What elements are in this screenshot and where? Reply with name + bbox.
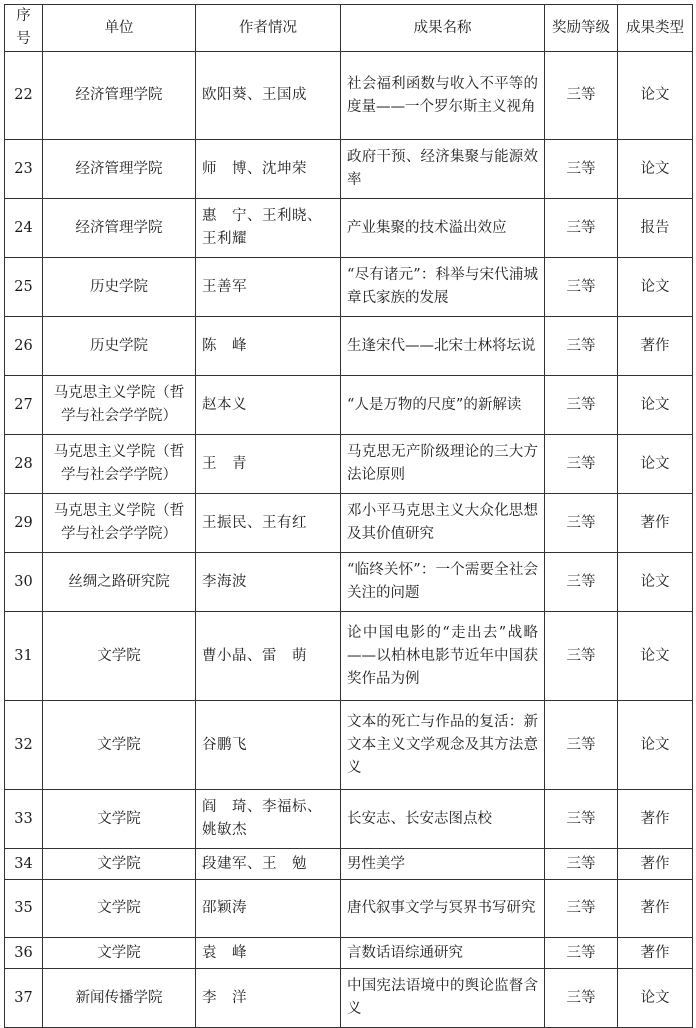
row-result-type: 报告 (618, 199, 693, 258)
row-award-grade: 三等 (545, 199, 618, 258)
row-award-grade: 三等 (545, 701, 618, 790)
row-result-type: 著作 (618, 790, 693, 849)
row-authors: 陈 峰 (196, 317, 341, 376)
row-title: 社会福利函数与收入不平等的度量——一个罗尔斯主义视角 (341, 52, 545, 140)
row-authors: 师 博、沈坤荣 (196, 140, 341, 199)
row-result-type: 著作 (618, 938, 693, 969)
row-authors: 欧阳葵、王国成 (196, 52, 341, 140)
row-serial-number: 34 (5, 849, 43, 880)
row-serial-number: 30 (5, 553, 43, 612)
row-authors: 赵本义 (196, 376, 341, 435)
row-unit: 历史学院 (43, 258, 196, 317)
row-award-grade: 三等 (545, 880, 618, 938)
header-authors: 作者情况 (196, 5, 341, 52)
row-title: 政府干预、经济集聚与能源效率 (341, 140, 545, 199)
row-authors: 阎 琦、李福标、姚敏杰 (196, 790, 341, 849)
row-result-type: 著作 (618, 849, 693, 880)
row-unit: 历史学院 (43, 317, 196, 376)
table-row (5, 140, 693, 199)
row-serial-number: 23 (5, 140, 43, 199)
row-title: 产业集聚的技术溢出效应 (341, 199, 545, 258)
row-unit: 马克思主义学院（哲学与社会学学院） (43, 435, 196, 494)
row-unit: 文学院 (43, 790, 196, 849)
row-award-grade: 三等 (545, 790, 618, 849)
row-serial-number: 26 (5, 317, 43, 376)
row-unit: 新闻传播学院 (43, 969, 196, 1028)
row-title: 文本的死亡与作品的复活：新文本主义文学观念及其方法意义 (341, 701, 545, 790)
row-authors: 袁 峰 (196, 938, 341, 969)
row-result-type: 论文 (618, 376, 693, 435)
row-unit: 文学院 (43, 612, 196, 701)
table-row (5, 258, 693, 317)
row-result-type: 论文 (618, 612, 693, 701)
row-unit: 文学院 (43, 849, 196, 880)
row-unit: 经济管理学院 (43, 52, 196, 140)
row-unit: 马克思主义学院（哲学与社会学学院） (43, 494, 196, 553)
row-result-type: 论文 (618, 258, 693, 317)
row-award-grade: 三等 (545, 849, 618, 880)
header-serial-number: 序号 (5, 5, 43, 52)
row-result-type: 论文 (618, 435, 693, 494)
row-authors: 王善军 (196, 258, 341, 317)
row-title: 生逢宋代——北宋士林将坛说 (341, 317, 545, 376)
row-serial-number: 35 (5, 880, 43, 938)
row-authors: 李海波 (196, 553, 341, 612)
row-award-grade: 三等 (545, 612, 618, 701)
row-unit: 经济管理学院 (43, 140, 196, 199)
row-serial-number: 31 (5, 612, 43, 701)
table-row (5, 199, 693, 258)
row-award-grade: 三等 (545, 140, 618, 199)
header-award-grade: 奖励等级 (545, 5, 618, 52)
row-award-grade: 三等 (545, 553, 618, 612)
row-title: 中国宪法语境中的舆论监督含义 (341, 969, 545, 1028)
row-title: 论中国电影的“走出去”战略——以柏林电影节近年中国获奖作品为例 (341, 612, 545, 701)
row-serial-number: 27 (5, 376, 43, 435)
header-unit: 单位 (43, 5, 196, 52)
row-unit: 丝绸之路研究院 (43, 553, 196, 612)
row-unit: 经济管理学院 (43, 199, 196, 258)
row-serial-number: 36 (5, 938, 43, 969)
row-unit: 文学院 (43, 701, 196, 790)
row-title: “临终关怀”：一个需要全社会关注的问题 (341, 553, 545, 612)
row-title: 长安志、长安志图点校 (341, 790, 545, 849)
row-authors: 王 青 (196, 435, 341, 494)
table-row (5, 701, 693, 790)
header-title: 成果名称 (341, 5, 545, 52)
row-result-type: 论文 (618, 52, 693, 140)
row-award-grade: 三等 (545, 317, 618, 376)
row-result-type: 论文 (618, 701, 693, 790)
row-serial-number: 22 (5, 52, 43, 140)
row-award-grade: 三等 (545, 938, 618, 969)
row-authors: 谷鹏飞 (196, 701, 341, 790)
table-row (5, 612, 693, 701)
row-result-type: 论文 (618, 553, 693, 612)
row-serial-number: 29 (5, 494, 43, 553)
table-row (5, 969, 693, 1028)
table-row (5, 790, 693, 849)
row-title: 言数话语综通研究 (341, 938, 545, 969)
row-result-type: 论文 (618, 969, 693, 1028)
row-title: “尽有诸元”：科举与宋代浦城章氏家族的发展 (341, 258, 545, 317)
row-result-type: 著作 (618, 880, 693, 938)
row-award-grade: 三等 (545, 494, 618, 553)
row-authors: 邵颖涛 (196, 880, 341, 938)
row-serial-number: 33 (5, 790, 43, 849)
row-authors: 曹小晶、雷 萌 (196, 612, 341, 701)
award-results-table (4, 4, 693, 1028)
row-serial-number: 37 (5, 969, 43, 1028)
row-award-grade: 三等 (545, 258, 618, 317)
table-row (5, 938, 693, 969)
row-title: 男性美学 (341, 849, 545, 880)
header-result-type: 成果类型 (618, 5, 693, 52)
table-row (5, 494, 693, 553)
row-result-type: 著作 (618, 317, 693, 376)
row-serial-number: 28 (5, 435, 43, 494)
row-authors: 李 洋 (196, 969, 341, 1028)
table-row (5, 849, 693, 880)
table-body (5, 52, 693, 1028)
row-serial-number: 24 (5, 199, 43, 258)
row-award-grade: 三等 (545, 435, 618, 494)
row-award-grade: 三等 (545, 376, 618, 435)
table-row (5, 553, 693, 612)
row-title: “人是万物的尺度”的新解读 (341, 376, 545, 435)
row-title: 唐代叙事文学与冥界书写研究 (341, 880, 545, 938)
row-authors: 惠 宁、王利晓、王利耀 (196, 199, 341, 258)
row-authors: 王振民、王有红 (196, 494, 341, 553)
table-row (5, 435, 693, 494)
row-unit: 文学院 (43, 938, 196, 969)
row-title: 马克思无产阶级理论的三大方法论原则 (341, 435, 545, 494)
row-result-type: 著作 (618, 494, 693, 553)
row-authors: 段建军、王 勉 (196, 849, 341, 880)
table-row (5, 52, 693, 140)
row-serial-number: 25 (5, 258, 43, 317)
row-result-type: 论文 (618, 140, 693, 199)
row-unit: 文学院 (43, 880, 196, 938)
header-row (5, 5, 693, 52)
row-title: 邓小平马克思主义大众化思想及其价值研究 (341, 494, 545, 553)
table-row (5, 317, 693, 376)
table-header (5, 5, 693, 52)
row-unit: 马克思主义学院（哲学与社会学学院） (43, 376, 196, 435)
row-award-grade: 三等 (545, 52, 618, 140)
table-row (5, 376, 693, 435)
row-serial-number: 32 (5, 701, 43, 790)
row-award-grade: 三等 (545, 969, 618, 1028)
table-row (5, 880, 693, 938)
